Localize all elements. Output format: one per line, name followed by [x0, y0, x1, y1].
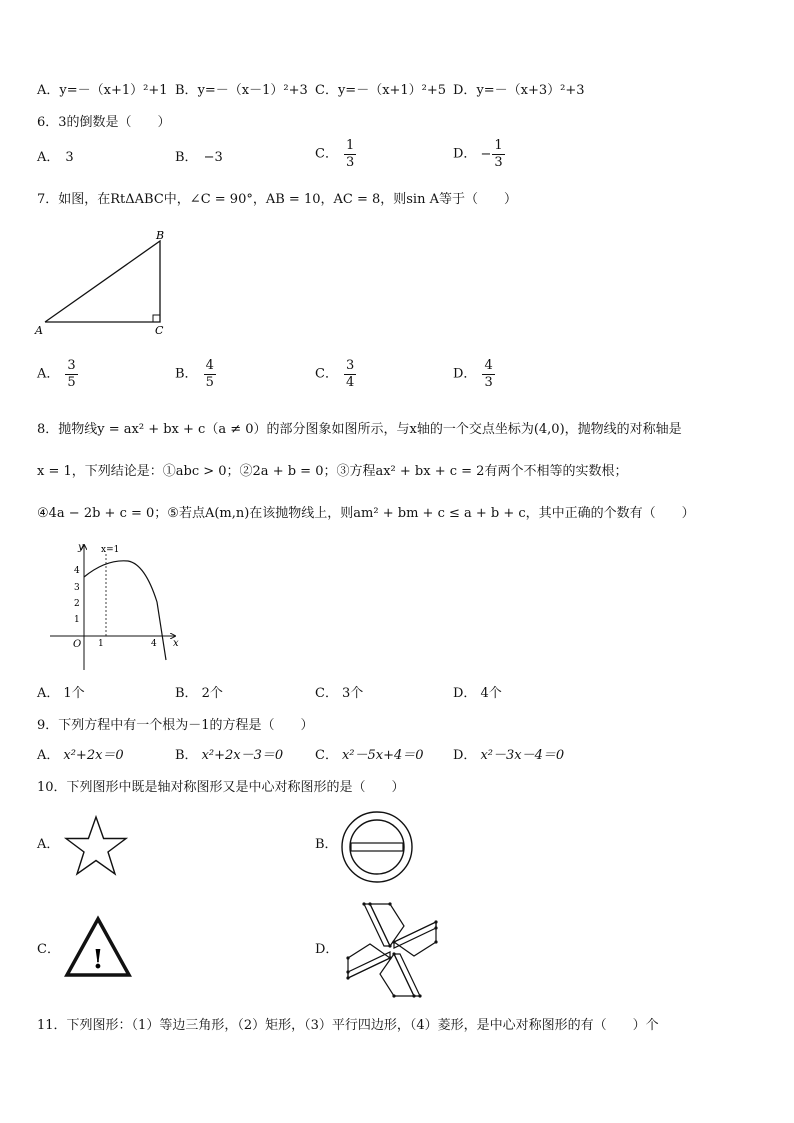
fraction: $\frac{4}{3}$ [484, 358, 493, 390]
y-tick-label: 3 [74, 583, 80, 593]
q8-option-b: B． 2个 [175, 686, 223, 701]
q8-option-a: A． 1个 [37, 686, 85, 701]
vertex-c-label: C [155, 324, 164, 337]
q11-stem: 11．下列图形：（1）等边三角形，（2）矩形，（3）平行四边形，（4）菱形，是中心对称图形的有（ ）个 [37, 1018, 659, 1033]
pinwheel-icon [342, 898, 442, 1002]
q7-option-d: D． $\frac{4}{3}$ [453, 358, 493, 390]
fraction: $\frac{4}{5}$ [205, 358, 214, 390]
q7-right-triangle-figure [35, 228, 175, 343]
q6-option-a: A． 3 [37, 150, 74, 165]
x-tick-label: 4 [151, 639, 157, 649]
y-axis-label: y [78, 542, 84, 553]
q10-option-b-label: B． [315, 837, 338, 852]
q5-option-b: B．y=－（x－1）²+3 [175, 83, 308, 98]
y-tick-label: 4 [74, 566, 80, 576]
q10-option-c-label: C． [37, 942, 60, 957]
q9-option-b: B． x²+2x－3＝0 [175, 748, 284, 763]
warning-triangle-icon [64, 916, 132, 978]
q6-option-b: B． −3 [175, 150, 223, 165]
q7-option-b: B． $\frac{4}{5}$ [175, 358, 214, 390]
q10-option-a-label: A． [37, 837, 60, 852]
q10-stem: 10．下列图形中既是轴对称图形又是中心对称图形的是（ ） [37, 780, 405, 795]
y-tick-label: 1 [74, 615, 80, 625]
q9-stem: 9．下列方程中有一个根为－1的方程是（ ） [37, 718, 314, 733]
origin-label: O [73, 639, 82, 650]
q5-option-c: C．y=－（x+1）²+5 [315, 83, 447, 98]
x-tick-label: 1 [98, 639, 104, 649]
q8-parabola-graph [45, 540, 185, 672]
q9-option-d: D． x²－3x－4＝0 [453, 748, 565, 763]
q5-option-a: A．y=－（x+1）²+1 [37, 83, 168, 98]
q7-option-a: A． $\frac{3}{5}$ [37, 358, 76, 390]
vertex-a-label: A [35, 324, 43, 337]
symmetry-axis-label: x=1 [101, 545, 120, 555]
q6-stem: 6．3的倒数是（ ） [37, 115, 171, 130]
q7-option-c: C． $\frac{3}{4}$ [315, 358, 355, 390]
q9-option-c: C． x²－5x+4＝0 [315, 748, 424, 763]
y-tick-label: 2 [74, 599, 80, 609]
vertex-b-label: B [156, 229, 165, 242]
q9-option-a: A． x²+2x＝0 [37, 748, 124, 763]
q8-stem-line-3: ④4a − 2b + c = 0；⑤若点A(m,n)在该抛物线上，则am² + bm + c ≤ a + b + c，其中正确的个数有（ ） [37, 506, 695, 521]
q10-option-d-label: D． [315, 942, 339, 957]
fraction: $\frac{3}{4}$ [345, 358, 355, 390]
star-icon [64, 815, 128, 877]
q8-stem-line-2: x = 1，下列结论是：①abc > 0；②2a + b = 0；③方程ax² + bx + c = 2有两个不相等的实数根； [37, 464, 628, 479]
q5-option-d: D．y=－（x+3）²+3 [453, 83, 585, 98]
exclamation-glyph: ! [92, 945, 104, 975]
x-axis-label: x [173, 638, 179, 649]
fraction: $\frac{3}{5}$ [67, 358, 76, 390]
circle-bar-icon [340, 810, 414, 884]
q6-option-c: C． $\frac{1}{3}$ [315, 138, 355, 170]
q6-option-d: D． − $\frac{1}{3}$ [453, 138, 503, 170]
fraction: $\frac{1}{3}$ [494, 138, 503, 170]
q8-option-c: C． 3个 [315, 686, 364, 701]
q8-option-d: D． 4个 [453, 686, 502, 701]
q7-stem: 7．如图，在RtΔABC中，∠C = 90°，AB = 10，AC = 8，则sin A等于（ ） [37, 192, 517, 207]
q8-stem-line-1: 8．抛物线y = ax² + bx + c（a ≠ 0）的部分图象如图所示，与x轴的一个交点坐标为(4,0)，抛物线的对称轴是 [37, 422, 682, 437]
fraction: $\frac{1}{3}$ [345, 138, 355, 170]
